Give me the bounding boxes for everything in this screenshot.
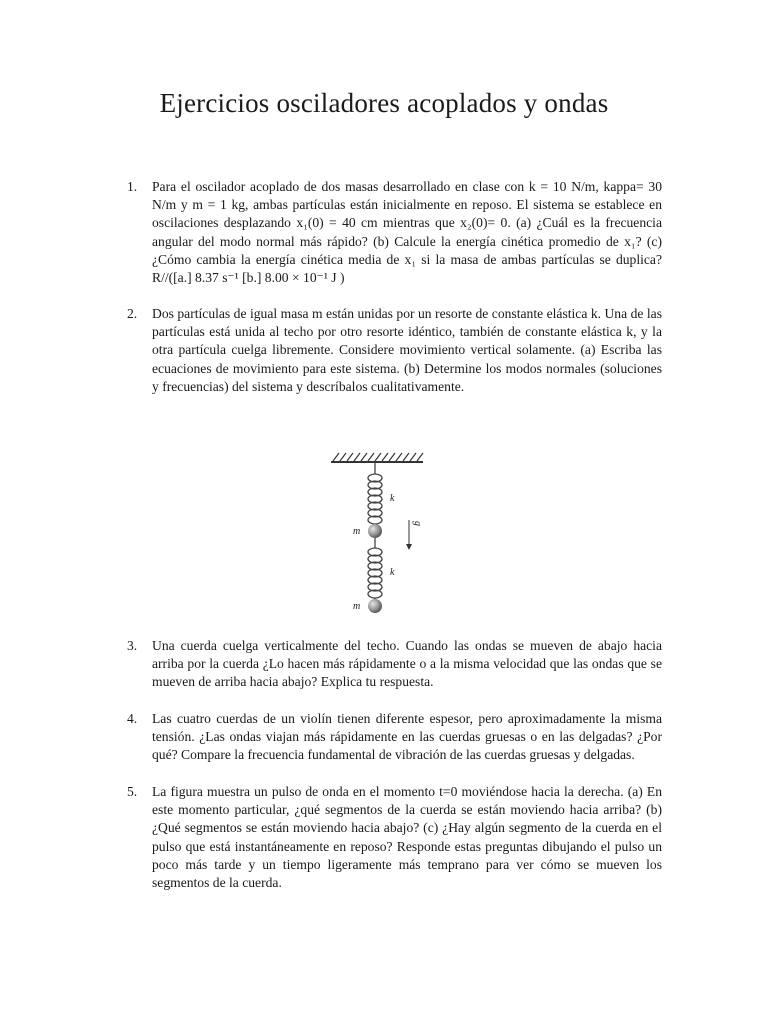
ceiling [331, 453, 423, 462]
exercise-2 [127, 305, 662, 396]
exercise-number: 4. [127, 711, 138, 726]
exercise-number: 1. [127, 179, 138, 194]
exercise-number: 3. [127, 638, 138, 653]
exercise-4 [127, 710, 662, 765]
exercise-5 [127, 783, 662, 892]
mass-top [368, 524, 382, 538]
document-title: Ejercicios osciladores acoplados y ondas [159, 88, 609, 118]
mass-top-label: m [353, 526, 361, 537]
exercise-text: Para el oscilador acoplado de dos masas desarrollado en clase con k = 10 N/m, kappa= 30 N/m y m = 1 kg, ambas partículas están inicialmente en reposo. El sistema se establece en oscilaciones desplazando x₁(0) = 40 cm mientras que x₂(0)= 0. (a) ¿Cuál es la frecuencia angular del modo normal más rápido? (b) Calcule la energía cinética promedio de x₁? (c) ¿Cómo cambia la energía cinética media de x₁ si la masa de ambas partículas se duplica? R//([a.] 8.37 s⁻¹ [b.] 8.00 × 10⁻¹ J ) [152, 179, 662, 286]
exercise-1 [127, 178, 662, 287]
exercise-3 [127, 637, 662, 692]
spring-bottom [368, 538, 382, 600]
gravity-label: g⃗ [412, 521, 423, 534]
exercise-text: La figura muestra un pulso de onda en el momento t=0 moviéndose hacia la derecha. (a) En este momento particular, ¿qué segmentos de la cuerda se están moviendo hacia arriba? (b) ¿Qué segmentos se están moviendo hacia abajo? (c) ¿Hay algún segmento de la cuerda en el pulso que está instantáneamente en reposo? Responde estas preguntas dibujando el pulso un poco más tarde y un tiempo ligeramente más temprano para ver cómo se mueven los segmentos de la cuerda. [152, 784, 662, 891]
exercise-text: Una cuerda cuelga verticalmente del techo. Cuando las ondas se mueven de abajo hacia arriba por la cuerda ¿Lo hacen más rápidamente o a la misma velocidad que las ondas que se mueven de arriba hacia abajo? Explica tu respuesta. [152, 638, 662, 690]
exercise-text: Dos partículas de igual masa m están unidas por un resorte de constante elástica k. Una de las partículas está unida al techo por otro resorte idéntico, también de constante elástica k, y la otra partícula cuelga libremente. Considere movimiento vertical solamente. (a) Escriba las ecuaciones de movimiento para este sistema. (b) Determine los modos normales (soluciones y frecuencias) del sistema y descríbalos cualitativamente. [152, 306, 662, 394]
exercise-number: 5. [127, 784, 138, 799]
exercise-text: Las cuatro cuerdas de un violín tienen diferente espesor, pero aproximadamente la misma tensión. ¿Las ondas viajan más rápidamente en las cuerdas gruesas o en las delgadas? ¿Por qué? Compare la frecuencia fundamental de vibración de las cuerdas gruesas y delgadas. [152, 711, 662, 763]
spring-bottom-label: k [390, 567, 395, 578]
spring-mass-figure [323, 448, 433, 620]
gravity-arrow [406, 520, 412, 550]
coupled-springs-diagram [323, 448, 433, 620]
spring-top-label: k [390, 493, 395, 504]
spring-top [368, 462, 382, 525]
exercise-number: 2. [127, 306, 138, 321]
mass-bottom [368, 599, 382, 613]
mass-bottom-label: m [353, 601, 361, 612]
